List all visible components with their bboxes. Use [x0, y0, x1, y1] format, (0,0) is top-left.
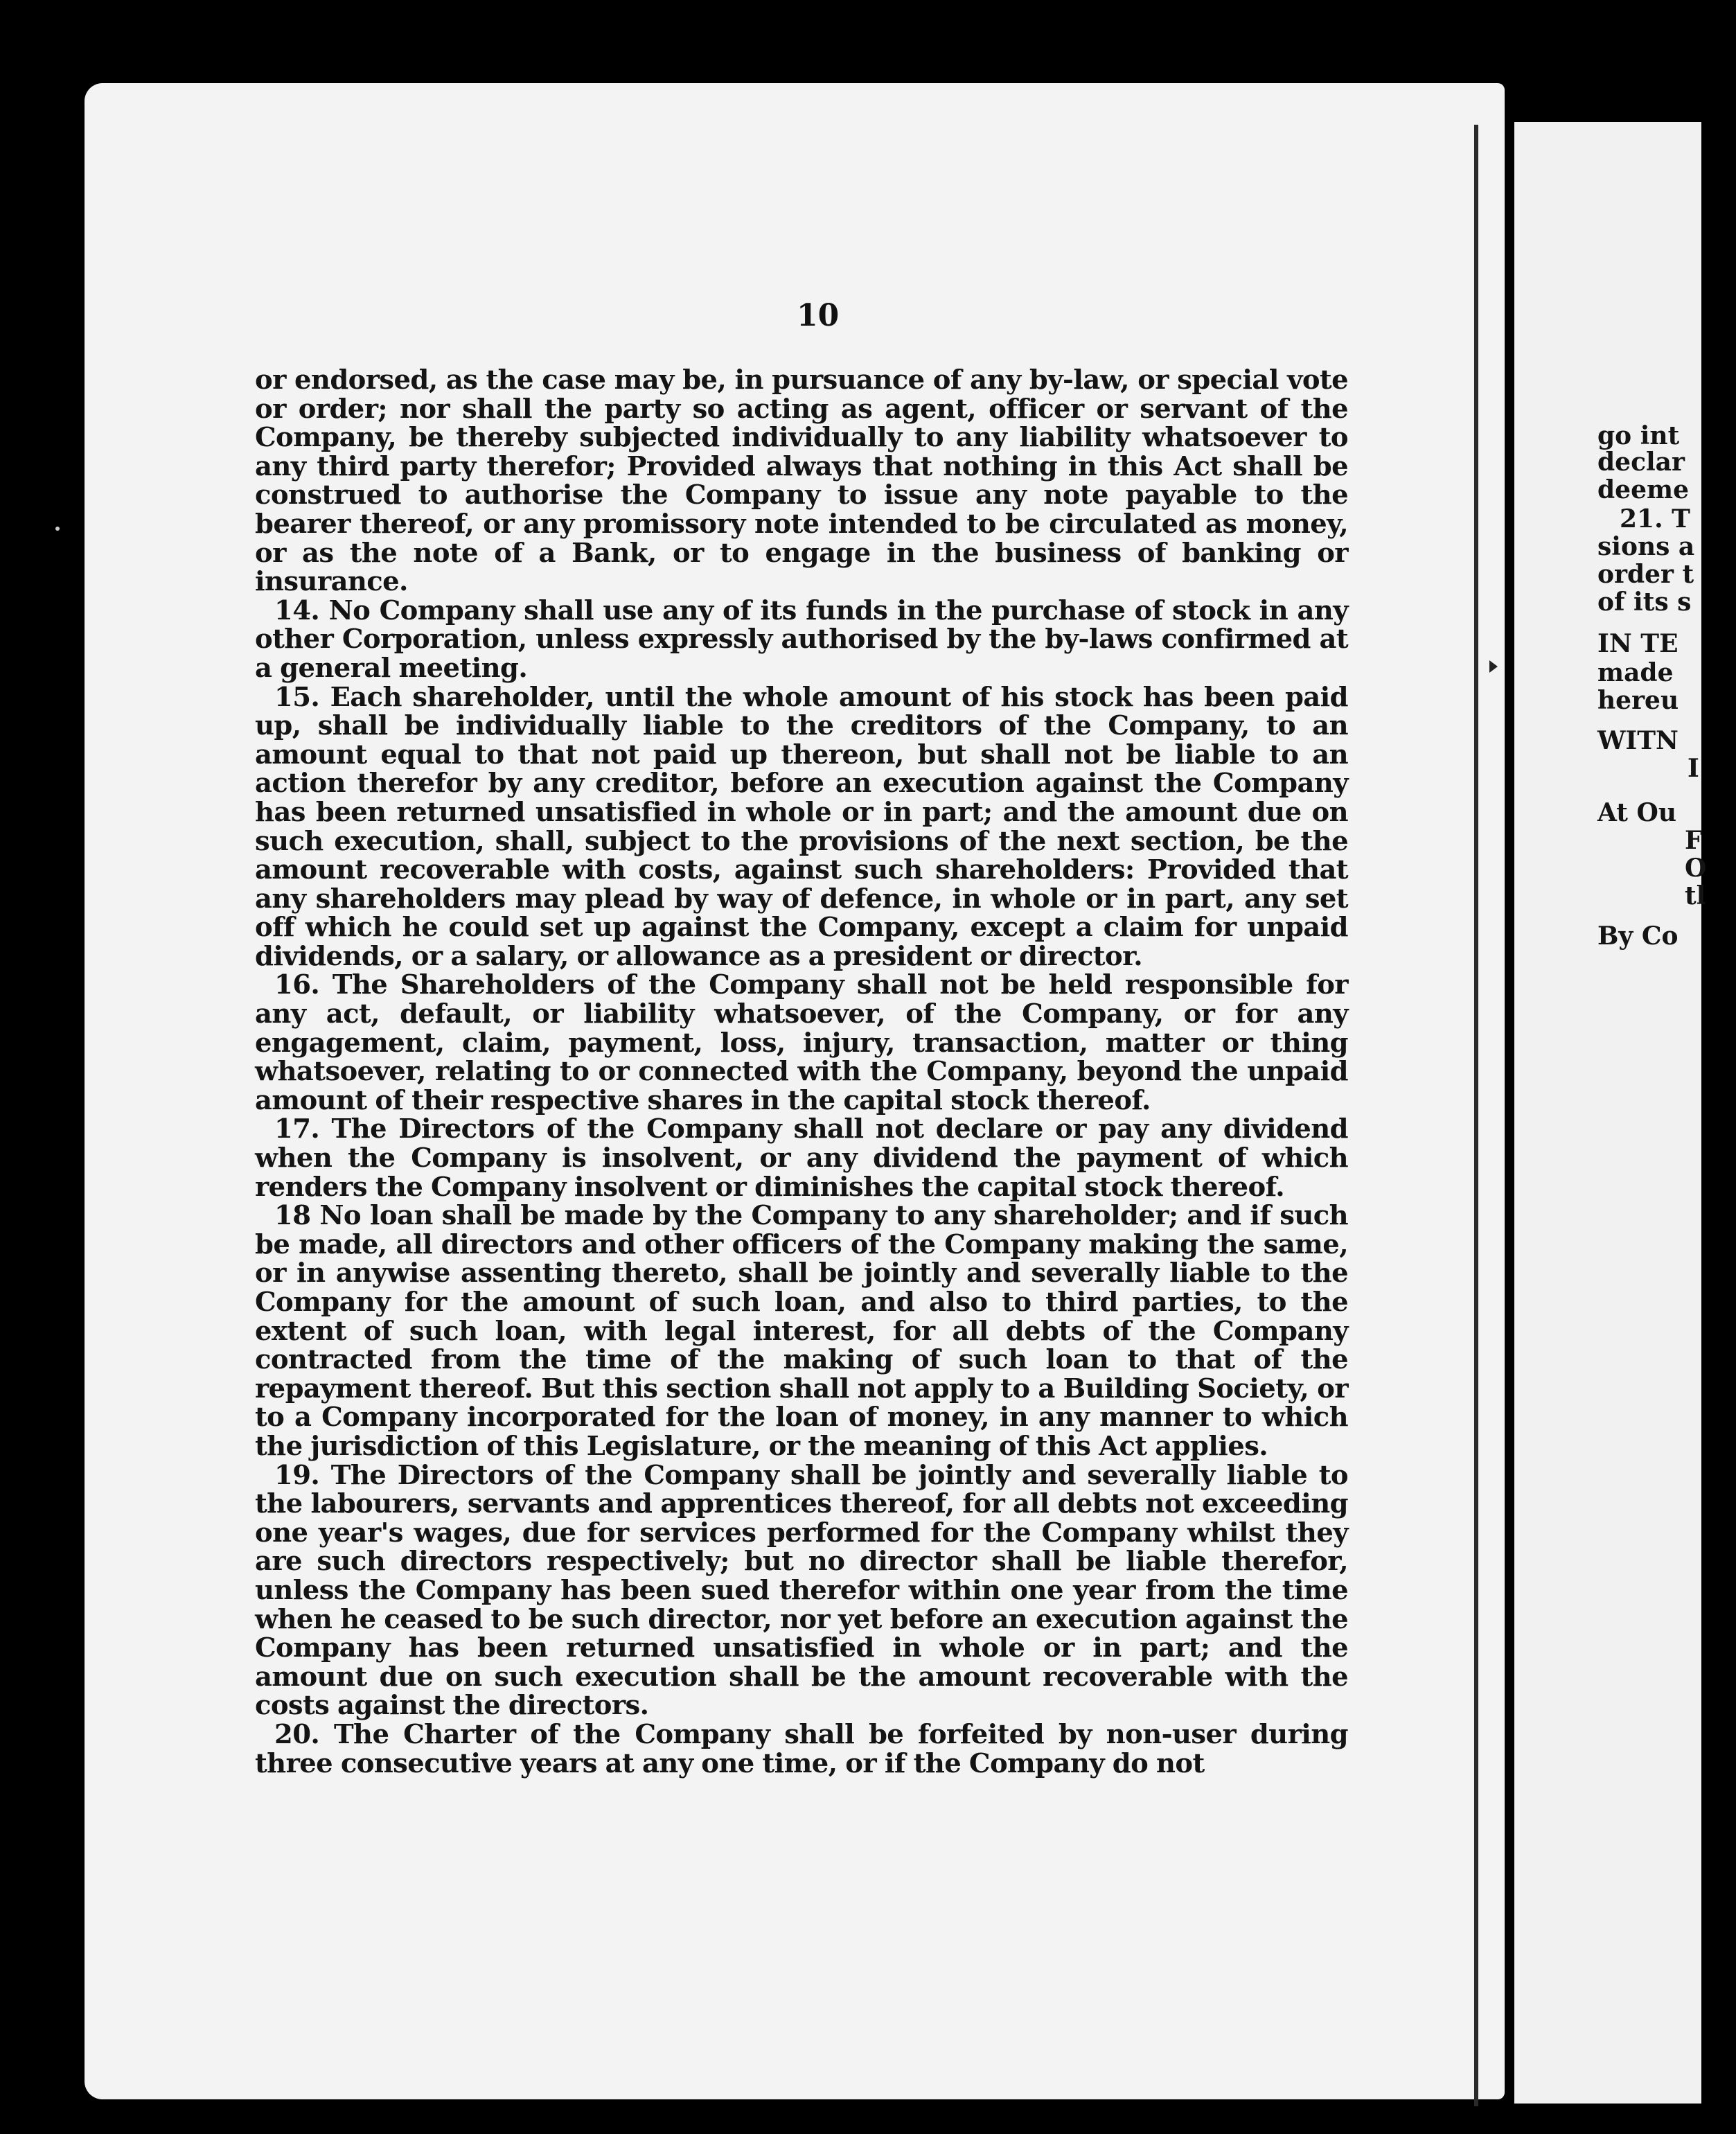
right-fragment: F	[1685, 826, 1703, 855]
page-body	[255, 366, 1348, 1778]
paragraph-continuation: or endorsed, as the case may be, in pursuance of any by-law, or special vote or order; nor shall the party so acting as agent, officer or servant of the Company, be thereby subjected individually to any liability whatsoever to any third party therefor; Provided always that nothing in this Act shall be construed to authorise the Company to issue any note payable to the bearer thereof, or any promissory note intended to be circulated as money, or as the note of a Bank, or to engage in the business of banking or insurance.	[255, 364, 1348, 598]
right-fragment: declar	[1597, 448, 1685, 477]
right-fragment: O	[1685, 854, 1707, 883]
section-17: 17. The Directors of the Company shall not declare or pay any dividend when the Company is insolvent, or any dividend the payment of which renders the Company insolvent or diminishes the capital stock thereof.	[255, 1113, 1348, 1203]
right-fragment: hereu	[1597, 686, 1679, 715]
section-14: 14. No Company shall use any of its funds in the purchase of stock in any other Corporation, unless expressly authorised by the by-laws confirmed at a general meeting.	[255, 594, 1348, 684]
section-19: 19. The Directors of the Company shall be jointly and severally liable to the labourers, servants and apprentices thereof, for all debts not exceeding one year's wages, due for services performed for the Company whilst they are such directors respectively; but no director shall be liable therefor, unless the Company has been sued therefor within one year from the time when he ceased to be such director, nor yet before an execution against the Company has been returned unsatisfied in whole or in part; and the amount due on such execution shall be the amount recoverable with the costs against the directors.	[255, 1459, 1348, 1722]
margin-speck	[55, 527, 60, 531]
section-20: 20. The Charter of the Company shall be forfeited by non-user during three consecutive years at any one time, or if the Company do not	[255, 1718, 1348, 1779]
page-number: 10	[797, 298, 840, 333]
right-fragment: By Co	[1597, 922, 1679, 951]
right-fragment: I	[1688, 754, 1699, 783]
right-fragment: WITN	[1597, 726, 1679, 755]
right-fragment: sions a	[1597, 532, 1695, 561]
right-fragment: deeme	[1597, 475, 1689, 504]
right-fragment: made	[1597, 658, 1674, 687]
right-fragment: tl	[1685, 881, 1706, 910]
right-fragment: of its s	[1597, 588, 1692, 617]
right-page	[1514, 122, 1701, 2104]
right-fragment: order t	[1597, 560, 1694, 589]
right-fragment: IN TE	[1597, 629, 1679, 658]
margin-arrow-icon	[1489, 660, 1498, 673]
right-fragment: At Ou	[1597, 798, 1676, 827]
book-gutter	[1474, 125, 1478, 2106]
section-16: 16. The Shareholders of the Company shall not be held responsible for any act, default, or liability whatsoever, of the Company, or for any engagement, claim, payment, loss, injury, transaction, matter or thing whatsoever, relating to or connected with the Company, beyond the unpaid amount of their respective shares in the capital stock thereof.	[255, 969, 1348, 1116]
right-fragment: 21. T	[1620, 504, 1690, 534]
section-15: 15. Each shareholder, until the whole amount of his stock has been paid up, shall be individually liable to the creditors of the Company, to an amount equal to that not paid up thereon, but shall not be liable to an action therefor by any creditor, before an execution against the Company has been returned unsatisfied in whole or in part; and the amount due on such execution, shall, subject to the provisions of the next section, be the amount recoverable with costs, against such shareholders: Provided that any shareholders may plead by way of defence, in whole or in part, any set off which he could set up against the Company, except a claim for unpaid dividends, or a salary, or allowance as a president or director.	[255, 681, 1348, 972]
right-fragment: go int	[1597, 421, 1680, 450]
section-18: 18 No loan shall be made by the Company to any shareholder; and if such be made, all directors and other officers of the Company making the same, or in anywise assenting thereto, shall be jointly and severally liable to the Company for the amount of such loan, and also to third parties, to the extent of such loan, with legal interest, for all debts of the Company contracted from the time of the making of such loan to that of the repayment thereof. But this section shall not apply to a Building Society, or to a Company incorporated for the loan of money, in any manner to which the jurisdiction of this Legislature, or the meaning of this Act applies.	[255, 1200, 1348, 1462]
